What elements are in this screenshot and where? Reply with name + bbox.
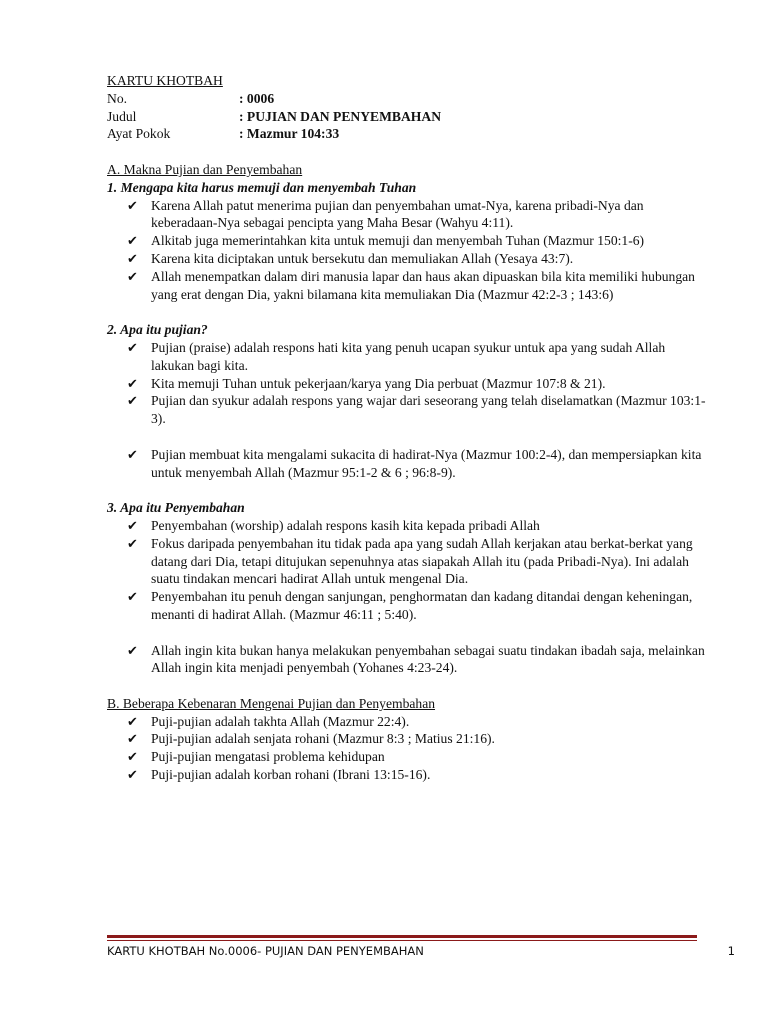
- list-item: ✔ Alkitab juga memerintahkan kita untuk memuji dan menyembah Tuhan (Mazmur 150:1-6): [127, 233, 645, 249]
- meta-value: : Mazmur 104:33: [239, 126, 340, 142]
- checkmark-icon: ✔: [127, 446, 138, 462]
- meta-row-verse: [107, 125, 707, 143]
- question-3-title: 3. Apa itu Penyembahan: [107, 500, 245, 516]
- question-2-list: [107, 339, 707, 481]
- checkmark-icon: ✔: [127, 393, 138, 409]
- meta-row-number: [107, 90, 707, 108]
- footer-text: KARTU KHOTBAH No.0006- PUJIAN DAN PENYEMBAHAN: [107, 944, 424, 958]
- list-item: ✔ Penyembahan itu penuh dengan sanjungan, penghormatan dan kadang ditandai dengan keheningan, menanti di hadirat Allah. (Mazmur 46:11 ; 5:40).: [127, 589, 693, 622]
- section-b-list: [107, 713, 707, 784]
- checkmark-icon: ✔: [127, 375, 138, 391]
- list-item: ✔ Puji-pujian adalah takhta Allah (Mazmur 22:4).: [127, 713, 410, 729]
- checkmark-icon: ✔: [127, 535, 138, 551]
- checkmark-icon: ✔: [127, 339, 138, 355]
- checkmark-icon: ✔: [127, 767, 138, 783]
- section-a-heading: A. Makna Pujian dan Penyembahan: [107, 161, 303, 177]
- section-b-heading: B. Beberapa Kebenaran Mengenai Pujian dan Penyembahan: [107, 695, 436, 711]
- checkmark-icon: ✔: [127, 731, 138, 747]
- meta-value: : 0006: [239, 90, 275, 106]
- list-item: ✔ Pujian dan syukur adalah respons yang wajar dari seseorang yang telah diselamatkan (Mazmur 103:1-3).: [127, 393, 706, 427]
- question-2-title: 2. Apa itu pujian?: [107, 322, 208, 338]
- list-item: ✔ Fokus daripada penyembahan itu tidak pada apa yang sudah Allah kerjakan atau berkat-berkat yang datang dari Dia, tetapi ditujukan sepenuhnya atas siapakah Allah itu (pada Pribadi-Nya). Ini adalah suatu tindakan mencari hadirat Allah untuk mengenal Dia.: [127, 535, 693, 587]
- page-footer: [107, 944, 735, 958]
- checkmark-icon: ✔: [127, 642, 138, 658]
- footer-divider: [107, 935, 697, 941]
- question-1-list: [107, 197, 707, 304]
- list-item: ✔ Pujian (praise) adalah respons hati kita yang penuh ucapan syukur untuk apa yang sudah Allah lakukan bagi kita.: [127, 339, 666, 373]
- checkmark-icon: ✔: [127, 268, 138, 284]
- list-item: ✔ Pujian membuat kita mengalami sukacita di hadirat-Nya (Mazmur 100:2-4), dan mempersiapkan kita untuk menyembah Allah (Mazmur 95:1-2 & 6 ; 96:8-9).: [127, 446, 702, 480]
- list-item: ✔ Karena kita diciptakan untuk bersekutu dan memuliakan Allah (Yesaya 43:7).: [127, 250, 574, 266]
- list-item: ✔ Penyembahan (worship) adalah respons kasih kita kepada pribadi Allah: [127, 517, 540, 533]
- checkmark-icon: ✔: [127, 517, 138, 533]
- checkmark-icon: ✔: [127, 589, 138, 605]
- list-item: ✔ Puji-pujian adalah korban rohani (Ibrani 13:15-16).: [127, 767, 431, 783]
- list-item: ✔ Karena Allah patut menerima pujian dan penyembahan umat-Nya, karena pribadi-Nya dan keberadaan-Nya sebagai pencipta yang Maha Besar (Wahyu 4:11).: [127, 197, 644, 231]
- question-1-title: 1. Mengapa kita harus memuji dan menyembah Tuhan: [107, 179, 417, 195]
- checkmark-icon: ✔: [127, 197, 138, 213]
- meta-row-title: [107, 108, 707, 126]
- meta-key: Judul: [107, 108, 137, 124]
- document-title: KARTU KHOTBAH: [107, 73, 223, 88]
- list-item: ✔ Allah ingin kita bukan hanya melakukan penyembahan sebagai suatu tindakan ibadah saja, melainkan Allah ingin kita menjadi penyembah (Yohanes 4:23-24).: [127, 642, 705, 676]
- meta-key: Ayat Pokok: [107, 126, 171, 142]
- checkmark-icon: ✔: [127, 233, 138, 249]
- checkmark-icon: ✔: [127, 749, 138, 765]
- question-3-list: [107, 517, 707, 677]
- page-number: 1: [727, 944, 735, 958]
- checkmark-icon: ✔: [127, 250, 138, 266]
- list-item: ✔ Kita memuji Tuhan untuk pekerjaan/karya yang Dia perbuat (Mazmur 107:8 & 21).: [127, 375, 606, 391]
- list-item: ✔ Allah menempatkan dalam diri manusia lapar dan haus akan dipuaskan bila kita memiliki hubungan yang erat dengan Dia, yakni bilamana kita memuliakan Dia (Mazmur 42:2-3 ; 143:6): [127, 268, 695, 302]
- meta-key: No.: [107, 90, 128, 106]
- meta-value: : PUJIAN DAN PENYEMBAHAN: [239, 108, 442, 124]
- checkmark-icon: ✔: [127, 713, 138, 729]
- list-item: ✔ Puji-pujian adalah senjata rohani (Mazmur 8:3 ; Matius 21:16).: [127, 731, 495, 747]
- document-body: [107, 72, 707, 784]
- list-item: ✔ Puji-pujian mengatasi problema kehidupan: [127, 749, 385, 765]
